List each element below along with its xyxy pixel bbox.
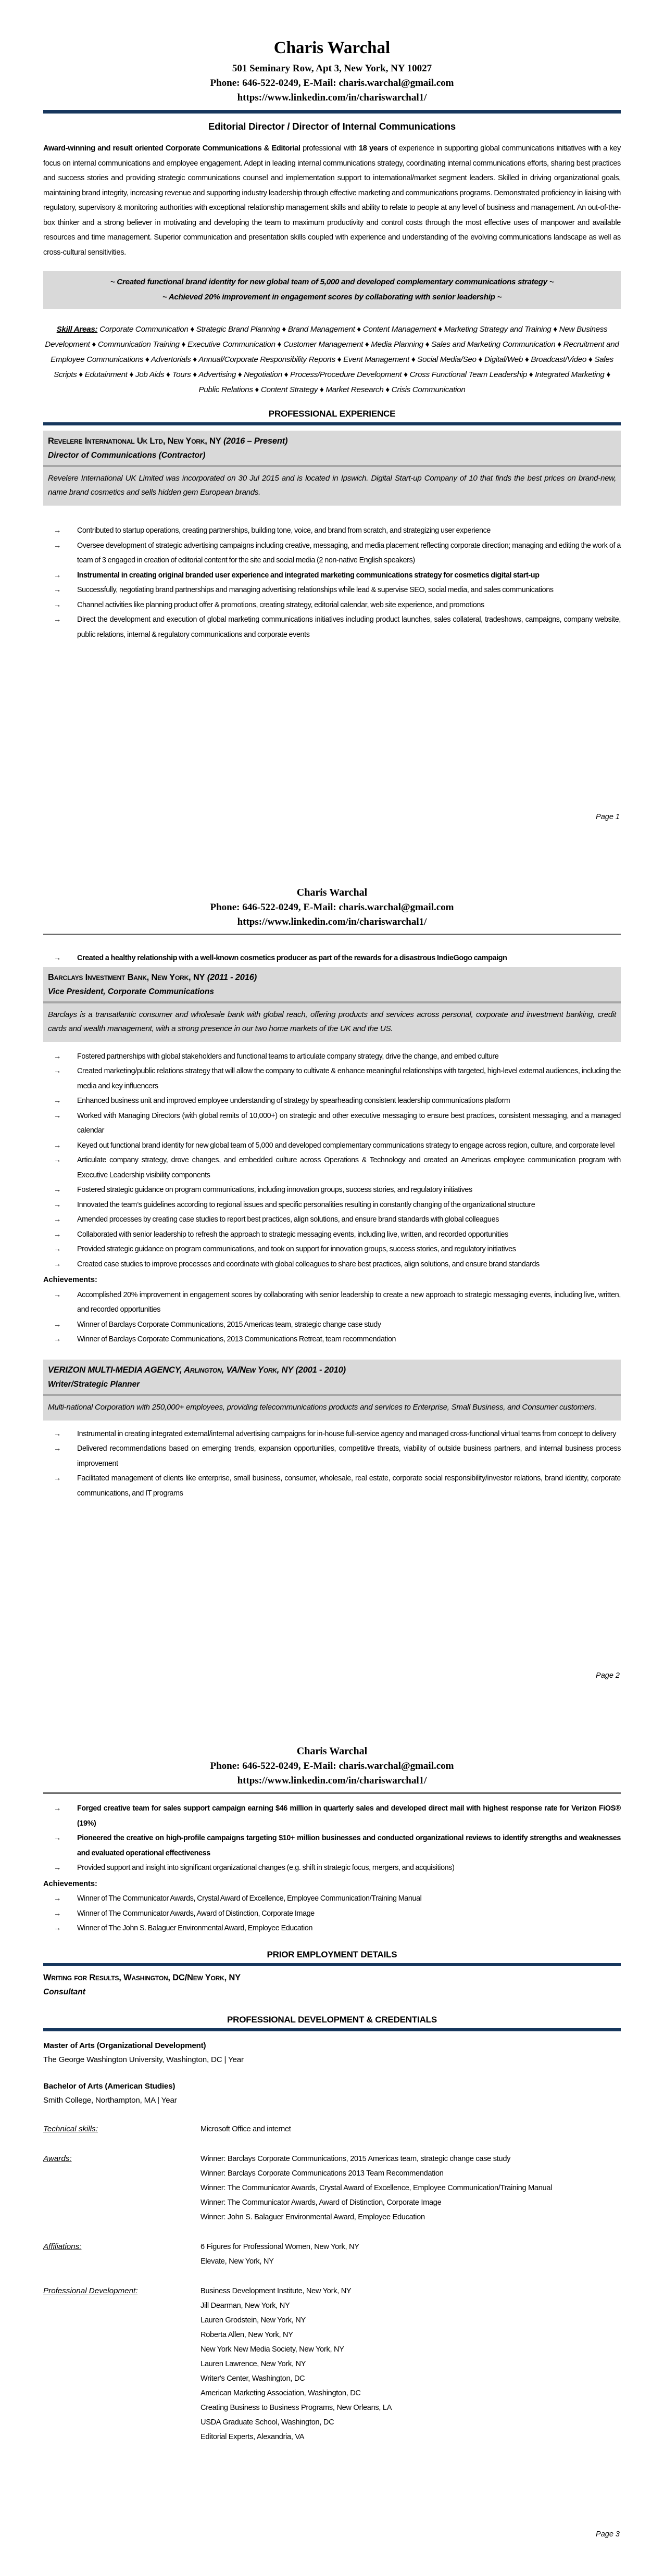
- row-value: Winner: The Communicator Awards, Award of Distinction, Corporate Image: [201, 2198, 442, 2207]
- bullet-item: → Winner of The Communicator Awards, Crystal Award of Excellence, Employee Communication/Training Manual: [43, 1891, 621, 1906]
- highlight-line: ~ Created functional brand identity for new global team of 5,000 and developed complementary communications strategy ~: [110, 278, 554, 286]
- bullet-item: → Instrumental in creating integrated external/internal advertising campaigns for in-house full-service agency and managed cross-functional virtual teams from concept to delivery: [43, 1427, 621, 1442]
- bullet-item: → Created marketing/public relations strategy that will allow the company to cultivate & enhance meaningful relationships with targeted, high-level external audiences, including the media and key influencers: [43, 1064, 621, 1094]
- credentials-row: [43, 2122, 621, 2137]
- bullet-item: → Keyed out functional brand identity for new global team of 5,000 and developed complementary communications strategy to engage across region, culture, and corporate level: [43, 1138, 621, 1153]
- candidate-name: Charis Warchal: [296, 887, 368, 898]
- bullet-item: → Contributed to startup operations, creating partnerships, building tone, voice, and brand from scratch, and strategizing user experience: [43, 523, 621, 538]
- bullet-item: → Oversee development of strategic advertising campaigns including creative, messaging, and media placement reflecting corporate direction; managing and editing the work of a team of 3 engaged in creation of editorial content for the site and social media (2 non-native English speakers): [43, 538, 621, 568]
- page-footer: Page 3: [596, 2530, 620, 2539]
- company-description: Multi-national Corporation with 250,000+ employees, providing telecommunications products and services to Enterprise, Small Business, and Consumer customers.: [48, 1402, 597, 1412]
- experience-bullets: [43, 523, 621, 642]
- education-entry: [43, 2079, 621, 2107]
- row-label: Awards:: [43, 2154, 72, 2163]
- row-value: Roberta Allen, New York, NY: [201, 2330, 293, 2339]
- bullet-item: → Direct the development and execution of global marketing communications initiatives including product launches, sales collateral, tradeshows, campaigns, company website, public relations, internal & regulatory communications and corporate events: [43, 612, 621, 642]
- row-value: Business Development Institute, New York, NY: [201, 2286, 352, 2295]
- company-name: VERIZON MULTI-MEDIA AGENCY, Arlington, VA/New York, NY: [48, 1365, 294, 1375]
- job-box-barclays: [43, 967, 621, 1042]
- row-values: [201, 2152, 621, 2225]
- bullet-item: → Winner of Barclays Corporate Communications, 2015 Americas team, strategic change case study: [43, 1317, 621, 1333]
- row-value: New York New Media Society, New York, NY: [201, 2345, 344, 2354]
- phone-email-line: Phone: 646-522-0249, E-Mail: charis.warchal@gmail.com: [210, 78, 454, 89]
- company-line: [43, 1971, 621, 1985]
- job-box-verizon: [43, 1360, 621, 1421]
- page-footer: Page 1: [596, 813, 620, 821]
- degree-line: Master of Arts (Organizational Development): [43, 2041, 206, 2050]
- degree-line: Bachelor of Arts (American Studies): [43, 2081, 176, 2091]
- job-head: [43, 967, 621, 1001]
- bullet-item: → Accomplished 20% improvement in engagement scores by collaborating with senior leadership to create a new approach to strategic messaging events, including live, written, and recorded opportunities: [43, 1288, 621, 1317]
- summary-paragraph: Award-winning and result oriented Corporate Communications & Editorial professional with 18 years of experience in supporting global communications initiatives with a key focus on internal communications and employee engagement. Adept in leading internal communications strategy, coordinating internal communications efforts, sharing best practices and success stories and providing strategic communications counsel and implementation support to international/market segment leaders. Skilled in driving organizational goals, maintaining brand integrity, increasing revenue and supporting industry leadership through effective marketing and communications programs. Demonstrated proficiency in liaising with regulatory, supervisory & monitoring authorities with exceptional relationship management skills and ability to relate to people at any level of business and management. An out-of-the-box thinker and a strong believer in motivating and developing the team to maximum productivity and control costs through the most effective uses of manpower and available resources and time management. Superior communication and presentation skills coupled with experience and understanding of the evolving communications landscape as well as cross-cultural sensitivities.: [43, 144, 621, 257]
- section-rule: [43, 2028, 621, 2031]
- bullet-item: → Facilitated management of clients like enterprise, small business, consumer, wholesale, real estate, corporate social responsibility/investor relations, brand identity, corporate communications, and IT programs: [43, 1471, 621, 1501]
- carryover-bullets: [43, 951, 621, 966]
- bullet-item: → Amended processes by creating case studies to report best practices, align solutions, and ensure brand standards with global colleagues: [43, 1212, 621, 1227]
- bullet-item: → Delivered recommendations based on emerging trends, expansion opportunities, competitive threats, viability of outside business partners, and internal business process improvement: [43, 1441, 621, 1471]
- resume-page-2: [0, 859, 664, 1717]
- job-title-line: Vice President, Corporate Communications: [48, 987, 214, 996]
- row-value: Winner: Barclays Corporate Communications, 2015 Americas team, strategic change case study: [201, 2154, 511, 2163]
- bullet-item: → Enhanced business unit and improved employee understanding of strategy by spearheading consistent leadership communications platform: [43, 1094, 621, 1109]
- candidate-name: Charis Warchal: [273, 39, 391, 57]
- bullet-item: → Provided strategic guidance on program communications, and took on support for innovation groups, success stories, and regulatory initiatives: [43, 1242, 621, 1257]
- row-value: American Marketing Association, Washington, DC: [201, 2389, 361, 2397]
- row-value: Winner: The Communicator Awards, Crystal Award of Excellence, Employee Communication/Training Manual: [201, 2183, 553, 2192]
- bullet-item: → Pioneered the creative on high-profile campaigns targeting $10+ million businesses and conducted organizational reviews to identify strengths and weaknesses and evaluated operational effectiveness: [43, 1831, 621, 1861]
- job-head: [43, 431, 621, 465]
- row-values: [201, 2240, 621, 2269]
- bullet-item: → Winner of The John S. Balaguer Environmental Award, Employee Education: [43, 1921, 621, 1936]
- page3-header: [43, 1717, 621, 1788]
- phone-email-line: Phone: 646-522-0249, E-Mail: charis.warchal@gmail.com: [210, 902, 454, 913]
- bullet-item: → Successfully, negotiating brand partnerships and managing advertising relationships while lead & supervise SEO, social media, and sales communications: [43, 583, 621, 598]
- bullet-item: → Articulate company strategy, drove changes, and embedded culture across Operations & Technology and created an Americas employee communication program with Executive Leadership visibility components: [43, 1153, 621, 1183]
- row-value: Microsoft Office and internet: [201, 2125, 291, 2133]
- resume-title: Editorial Director / Director of Internal Communications: [208, 121, 456, 132]
- achievements-label: Achievements:: [43, 1879, 97, 1888]
- section-rule: [43, 422, 621, 425]
- experience-bullets: [43, 1049, 621, 1272]
- credentials-table: [43, 2122, 621, 2444]
- education-entry: [43, 2039, 621, 2067]
- job-title-line: Writer/Strategic Planner: [48, 1379, 140, 1389]
- skill-areas-label: Skill Areas:: [56, 325, 98, 334]
- header-rule: [43, 934, 621, 935]
- company-description: Revelere International UK Limited was incorporated on 30 Jul 2015 and is located in Ipswich. Digital Start-up Company of 10 that finds the best prices on brand-new, name brand cosmetics and sells hidden gem European brands.: [48, 474, 616, 497]
- bullet-item: → Created case studies to improve processes and coordinate with global colleagues to share best practices, align solutions, and ensure brand standards: [43, 1257, 621, 1272]
- bullet-item: → Instrumental in creating original branded user experience and integrated marketing communications strategy for cosmetics digital start-up: [43, 568, 621, 583]
- bullet-item: → Created a healthy relationship with a well-known cosmetics producer as part of the rewards for a disastrous IndieGogo campaign: [43, 951, 621, 966]
- job-title-line: Director of Communications (Contractor): [48, 451, 206, 460]
- company-dates: (2001 - 2010): [293, 1365, 346, 1375]
- row-value: Jill Dearman, New York, NY: [201, 2301, 290, 2310]
- bullet-item: → Innovated the team’s guidelines according to regional issues and specific personalities resulting in constantly changing of the organizational structure: [43, 1198, 621, 1213]
- row-value: Editorial Experts, Alexandria, VA: [201, 2432, 305, 2441]
- row-value: Writer's Center, Washington, DC: [201, 2374, 305, 2383]
- row-label: Professional Development:: [43, 2286, 138, 2295]
- achievement-bullets: [43, 1891, 621, 1936]
- highlights-box: [43, 271, 621, 309]
- achievements-label: Achievements:: [43, 1276, 97, 1284]
- page1-header: [43, 0, 621, 105]
- bullet-item: → Fostered strategic guidance on program communications, including innovation groups, success stories, and regulatory initiatives: [43, 1183, 621, 1198]
- education-list: [43, 2039, 621, 2107]
- skill-areas: [43, 322, 621, 397]
- highlight-line: ~ Achieved 20% improvement in engagement scores by collaborating with senior leadership ~: [162, 292, 502, 301]
- bullet-item: → Collaborated with senior leadership to refresh the approach to strategic messaging events, including live, written, and recorded opportunities: [43, 1227, 621, 1242]
- row-value: Elevate, New York, NY: [201, 2257, 274, 2266]
- candidate-name: Charis Warchal: [296, 1745, 368, 1757]
- bullet-item: → Worked with Managing Directors (with global remits of 10,000+) on strategic and other executive messaging to ensure best practices, consistent messaging, and a managed calendar: [43, 1109, 621, 1138]
- row-value: Lauren Lawrence, New York, NY: [201, 2359, 306, 2368]
- row-values: [201, 2284, 621, 2444]
- job-head: [43, 1360, 621, 1394]
- section-heading-prior-employment: PRIOR EMPLOYMENT DETAILS: [267, 1949, 397, 1959]
- row-value: USDA Graduate School, Washington, DC: [201, 2418, 334, 2427]
- row-value: Winner: John S. Balaguer Environmental Award, Employee Education: [201, 2213, 425, 2221]
- company-line: [48, 434, 616, 448]
- experience-bullets: [43, 1427, 621, 1501]
- section-rule: [43, 1963, 621, 1966]
- resume-page-3: [0, 1717, 664, 2576]
- credentials-row: [43, 2284, 621, 2444]
- page-footer: Page 2: [596, 1672, 620, 1680]
- section-heading-experience: PROFESSIONAL EXPERIENCE: [268, 409, 396, 419]
- company-dates: (2016 – Present): [221, 436, 288, 446]
- bullet-item: → Forged creative team for sales support campaign earning $46 million in quarterly sales and developed direct mail with highest response rate for Verizon FiOS® (19%): [43, 1801, 621, 1831]
- linkedin-line: https://www.linkedin.com/in/chariswarchal1/: [237, 1775, 427, 1786]
- bullet-item: → Channel activities like planning product offer & promotions, creating strategy, editorial calendar, web site experience, and promotions: [43, 598, 621, 613]
- carryover-bullets: [43, 1801, 621, 1876]
- row-values: [201, 2122, 621, 2137]
- bullet-item: → Provided support and insight into significant organizational changes (e.g. shift in strategic focus, mergers, and acquisitions): [43, 1861, 621, 1876]
- credentials-row: [43, 2240, 621, 2269]
- row-label: Technical skills:: [43, 2124, 98, 2133]
- company-line: [48, 971, 616, 985]
- company-line: [48, 1363, 616, 1377]
- linkedin-line: https://www.linkedin.com/in/chariswarchal1/: [237, 92, 427, 103]
- skill-areas-list: Corporate Communication ♦ Strategic Brand Planning ♦ Brand Management ♦ Content Management ♦ Marketing Strategy and Training ♦ New Business Development ♦ Communication Training ♦ Executive Communication ♦ Customer Management ♦ Media Planning ♦ Sales and Marketing Communication ♦ Recruitment and Employee Communications ♦ Advertorials ♦ Annual/Corporate Responsibility Reports ♦ Event Management ♦ Social Media/Seo ♦ Digital/Web ♦ Broadcast/Video ♦ Sales Scripts ♦ Edutainment ♦ Job Aids ♦ Tours ♦ Advertising ♦ Negotiation ♦ Process/Procedure Development ♦ Cross Functional Team Leadership ♦ Integrated Marketing ♦ Public Relations ♦ Content Strategy ♦ Market Research ♦ Crisis Communication: [45, 325, 619, 394]
- bullet-item: → Winner of Barclays Corporate Communications, 2013 Communications Retreat, team recommendation: [43, 1332, 621, 1347]
- company-description: Barclays is a transatlantic consumer and wholesale bank with global reach, offering products and services across personal, corporate and investment banking, credit cards and wealth management, with a strong presence in our two home markets of the UK and the US.: [48, 1010, 616, 1033]
- row-value: Winner: Barclays Corporate Communications 2013 Team Recommendation: [201, 2169, 444, 2178]
- achievement-bullets: [43, 1288, 621, 1347]
- resume-page-1: [0, 0, 664, 859]
- linkedin-line: https://www.linkedin.com/in/chariswarchal1/: [237, 916, 427, 927]
- job-box-revelere: [43, 431, 621, 506]
- credentials-row: [43, 2152, 621, 2225]
- row-label: Affiliations:: [43, 2242, 82, 2251]
- bullet-item: → Fostered partnerships with global stakeholders and functional teams to articulate company strategy, drive the change, and embed culture: [43, 1049, 621, 1064]
- phone-email-line: Phone: 646-522-0249, E-Mail: charis.warchal@gmail.com: [210, 1761, 454, 1771]
- row-value: Creating Business to Business Programs, New Orleans, LA: [201, 2403, 392, 2412]
- company-name: Writing for Results, Washington, DC/New York, NY: [43, 1972, 241, 1982]
- row-value: Lauren Grodstein, New York, NY: [201, 2316, 306, 2324]
- prior-employment-entry: [43, 1971, 621, 1999]
- job-title-line: Consultant: [43, 1987, 85, 1996]
- company-name: Revelere International Uk Ltd, New York, NY: [48, 436, 221, 446]
- bullet-item: → Winner of The Communicator Awards, Award of Distinction, Corporate Image: [43, 1906, 621, 1921]
- section-heading-development: PROFESSIONAL DEVELOPMENT & CREDENTIALS: [227, 2014, 437, 2025]
- company-dates: (2011 - 2016): [205, 972, 257, 982]
- header-rule: [43, 1792, 621, 1794]
- address-line: 501 Seminary Row, Apt 3, New York, NY 10027: [232, 63, 432, 74]
- row-value: 6 Figures for Professional Women, New York, NY: [201, 2242, 359, 2251]
- page2-header: [43, 859, 621, 929]
- school-line: The George Washington University, Washington, DC | Year: [43, 2055, 244, 2064]
- company-name: Barclays Investment Bank, New York, NY: [48, 972, 205, 982]
- school-line: Smith College, Northampton, MA | Year: [43, 2095, 177, 2105]
- header-rule: [43, 110, 621, 114]
